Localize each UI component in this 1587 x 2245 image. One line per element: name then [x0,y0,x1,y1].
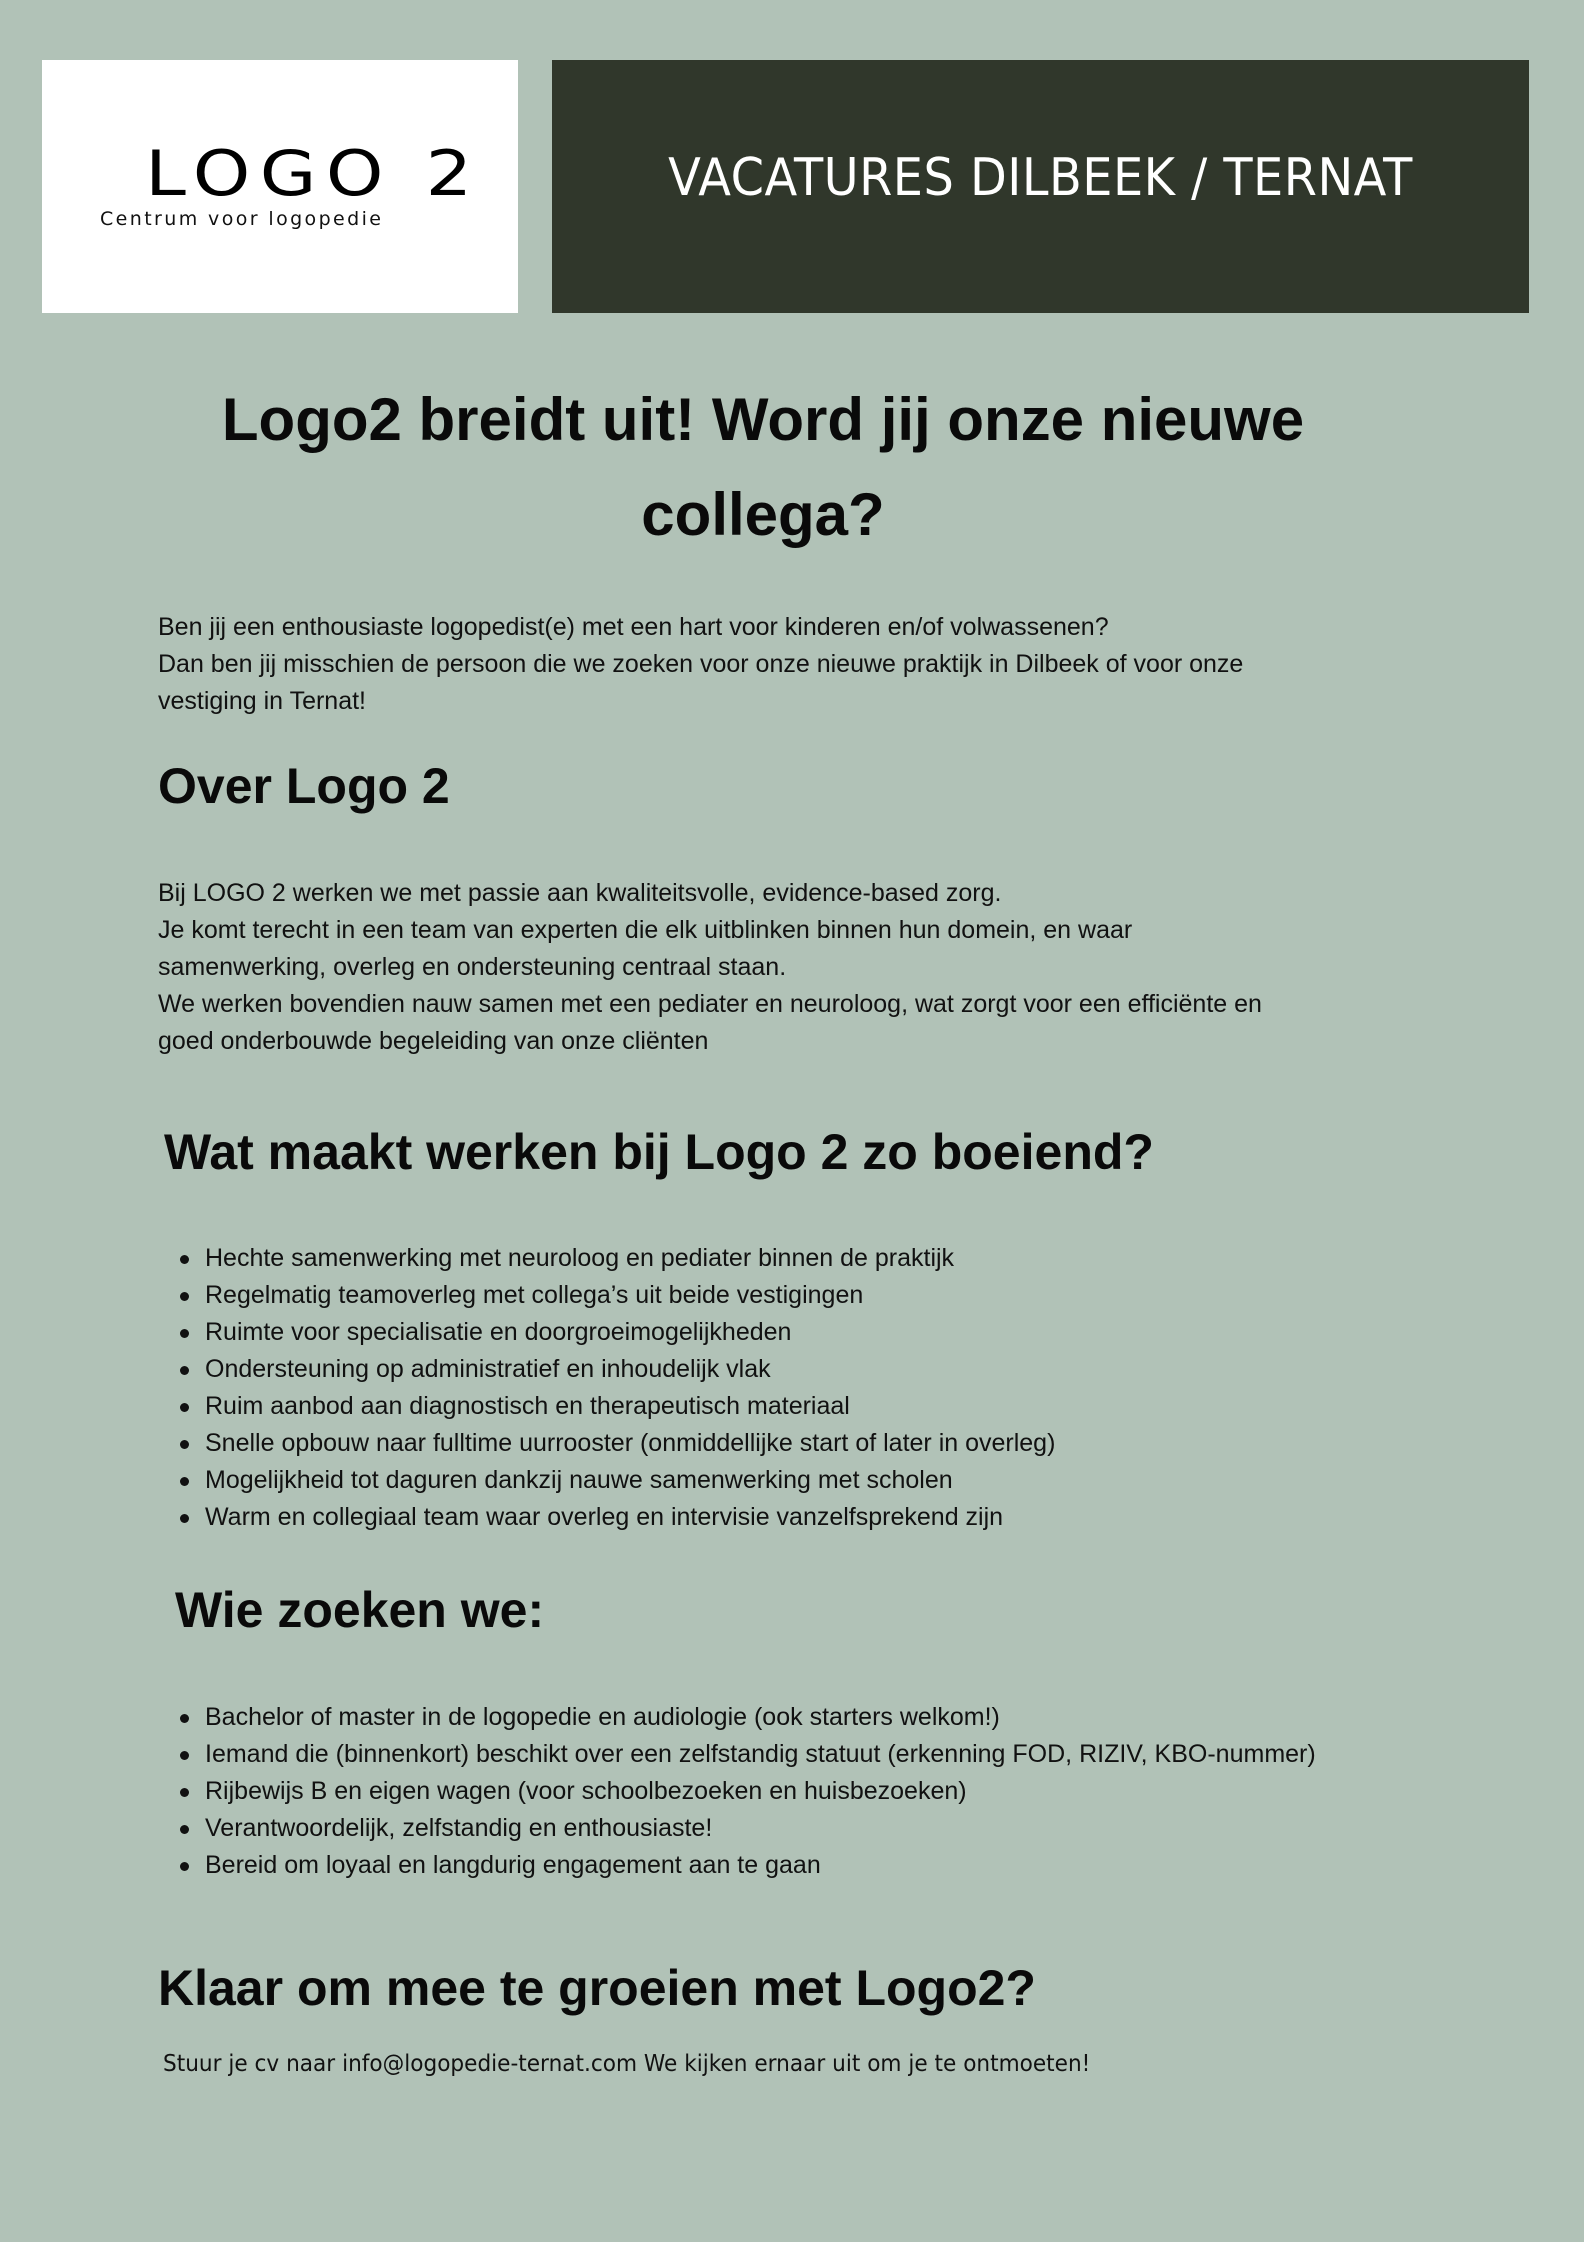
bullet-icon [180,1862,189,1871]
page-title-line-2: collega? [641,481,885,548]
benefit-text: Ruim aanbod aan diagnostisch en therapeutisch materiaal [205,1392,850,1420]
vacancies-banner [552,60,1529,313]
profile-text: Verantwoordelijk, zelfstandig en enthousiaste! [205,1814,713,1842]
bullet-icon [180,1825,189,1834]
benefits-heading: Wat maakt werken bij Logo 2 zo boeiend? [164,1124,1154,1180]
benefit-text: Mogelijkheid tot daguren dankzij nauwe samenwerking met scholen [205,1466,953,1494]
logo-mark: LOGO 2 [145,137,482,210]
profile-list [158,1699,1488,1884]
about-line: We werken bovendien nauw samen met een pediater en neuroloog, wat zorgt voor een efficiënte en [158,990,1262,1018]
bullet-icon [180,1255,189,1264]
logo-tagline: Centrum voor logopedie [100,208,384,230]
bullet-icon [180,1751,189,1760]
bullet-icon [180,1477,189,1486]
cta-suffix: We kijken ernaar uit om je te ontmoeten! [637,2051,1091,2077]
benefit-text: Snelle opbouw naar fulltime uurrooster (onmiddellijke start of later in overleg) [205,1429,1056,1457]
profile-item [158,1810,1488,1847]
profile-text: Rijbewijs B en eigen wagen (voor schoolbezoeken en huisbezoeken) [205,1777,967,1805]
page-title [160,372,1366,562]
benefit-item [158,1351,1488,1388]
bullet-icon [180,1292,189,1301]
profile-item [158,1736,1488,1773]
cta-prefix: Stuur je cv naar [163,2051,343,2077]
intro-line: Ben jij een enthousiaste logopedist(e) met een hart voor kinderen en/of volwassenen? [158,613,1109,641]
about-line: Bij LOGO 2 werken we met passie aan kwaliteitsvolle, evidence-based zorg. [158,879,1002,907]
about-line: goed onderbouwde begeleiding van onze cliënten [158,1027,709,1055]
profile-item [158,1773,1488,1810]
benefit-text: Hechte samenwerking met neuroloog en pediater binnen de praktijk [205,1244,955,1272]
benefit-item [158,1388,1488,1425]
benefit-text: Ondersteuning op administratief en inhoudelijk vlak [205,1355,771,1383]
page-title-line-1: Logo2 breidt uit! Word jij onze nieuwe [221,386,1305,453]
logo-box [42,60,518,313]
contact-email-link[interactable]: info@logopedie-ternat.com [342,2051,638,2077]
profile-item [158,1847,1488,1884]
benefit-text: Ruimte voor specialisatie en doorgroeimogelijkheden [205,1318,792,1346]
benefit-item [158,1240,1488,1277]
profile-item [158,1699,1488,1736]
intro-line: vestiging in Ternat! [158,687,366,715]
about-line: samenwerking, overleg en ondersteuning centraal staan. [158,953,787,981]
benefit-item [158,1314,1488,1351]
profile-text: Iemand die (binnenkort) beschikt over een zelfstandig statuut (erkenning FOD, RIZIV, KBO-nummer) [205,1740,1316,1768]
bullet-icon [180,1440,189,1449]
benefit-item [158,1462,1488,1499]
vacancies-banner-title: VACATURES DILBEEK / TERNAT [668,148,1413,208]
bullet-icon [180,1514,189,1523]
closing-cta [163,2047,1090,2081]
benefit-item [158,1425,1488,1462]
intro-paragraph [158,609,1448,720]
about-line: Je komt terecht in een team van experten die elk uitblinken binnen hun domein, en waar [158,916,1133,944]
profile-heading: Wie zoeken we: [175,1582,545,1638]
benefit-text: Regelmatig teamoverleg met collega’s uit beide vestigingen [205,1281,864,1309]
profile-text: Bereid om loyaal en langdurig engagement aan te gaan [205,1851,821,1879]
bullet-icon [180,1366,189,1375]
bullet-icon [180,1714,189,1723]
benefit-item [158,1499,1488,1536]
about-paragraph [158,875,1448,1060]
bullet-icon [180,1788,189,1797]
bullet-icon [180,1403,189,1412]
benefits-list [158,1240,1488,1536]
bullet-icon [180,1329,189,1338]
benefit-text: Warm en collegiaal team waar overleg en intervisie vanzelfsprekend zijn [205,1503,1004,1531]
about-heading: Over Logo 2 [158,758,450,814]
profile-text: Bachelor of master in de logopedie en audiologie (ook starters welkom!) [205,1703,1000,1731]
closing-heading: Klaar om mee te groeien met Logo2? [158,1960,1036,2016]
benefit-item [158,1277,1488,1314]
intro-line: Dan ben jij misschien de persoon die we zoeken voor onze nieuwe praktijk in Dilbeek of voor onze [158,650,1244,678]
